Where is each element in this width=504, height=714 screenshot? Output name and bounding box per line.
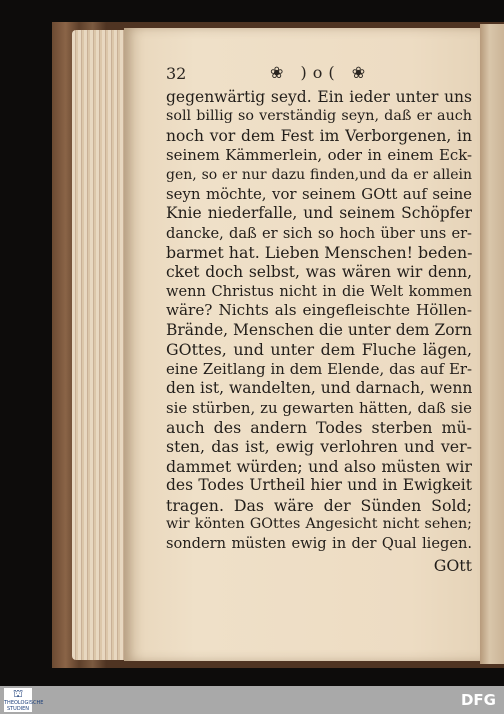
text-line: soll billig so verständig seyn, daß er auch (166, 108, 472, 125)
text-line: des Todes Urtheil hier und in Ewigkeit (166, 476, 472, 495)
text-line: Knie niederfalle, und seinem Schöpfer (166, 204, 472, 223)
text-line: den ist, wandelten, und darnach, wenn (166, 379, 472, 398)
text-line: noch vor dem Fest im Verborgenen, in (166, 126, 472, 145)
facing-page-edge (480, 24, 504, 664)
viewer-footer-bar (0, 686, 504, 714)
institution-logo[interactable] (4, 687, 44, 712)
page-number: 32 (166, 64, 187, 83)
text-line: GOttes, und unter dem Fluche lägen, (166, 340, 472, 360)
body-text (166, 88, 472, 575)
header-ornament-icon: ❀ )o( ❀ (270, 63, 372, 82)
text-line: sten, das ist, ewig verlohren und ver- (166, 437, 472, 457)
text-line: gen, so er nur dazu finden,und da er allein (166, 166, 472, 183)
institution-logo-icon: ⛫ (12, 687, 24, 700)
dfg-logo[interactable]: DFG (460, 691, 496, 709)
text-line: cket doch selbst, was wären wir denn, (166, 262, 472, 281)
text-line: dammet würden; und also müsten wir (166, 456, 472, 476)
text-line: wäre? Nichts als eingefleischte Höllen- (166, 301, 472, 320)
text-line: gegenwärtig seyd. Ein ieder unter uns (166, 88, 472, 106)
text-line: eine Zeitlang in dem Elende, das auf Er- (166, 359, 472, 378)
page-edges (72, 30, 132, 660)
text-line: wir könten GOttes Angesicht nicht sehen; (166, 515, 472, 532)
text-line: Brände, Menschen die unter dem Zorn (166, 320, 472, 339)
text-line: sie stürben, zu gewarten hätten, daß sie (166, 398, 472, 417)
page-header (166, 64, 476, 86)
catchword: GOtt (433, 555, 472, 575)
text-line: dancke, daß er sich so hoch über uns er- (166, 224, 472, 242)
text-line: seyn möchte, vor seinem GOtt auf seine (166, 185, 472, 204)
institution-logo-text: THEOLOGISCHE STUDIEN (4, 700, 44, 712)
text-line: barmet hat. Lieben Menschen! beden- (166, 243, 472, 263)
text-line: auch des andern Todes sterben mü- (166, 417, 472, 437)
text-line: tragen. Das wäre der Sünden Sold; (166, 495, 472, 515)
text-line: sondern müsten ewig in der Qual liegen. (166, 535, 472, 553)
text-line: wenn Christus nicht in die Welt kommen (166, 283, 472, 301)
text-line: seinem Kämmerlein, oder in einem Eck- (166, 146, 472, 165)
